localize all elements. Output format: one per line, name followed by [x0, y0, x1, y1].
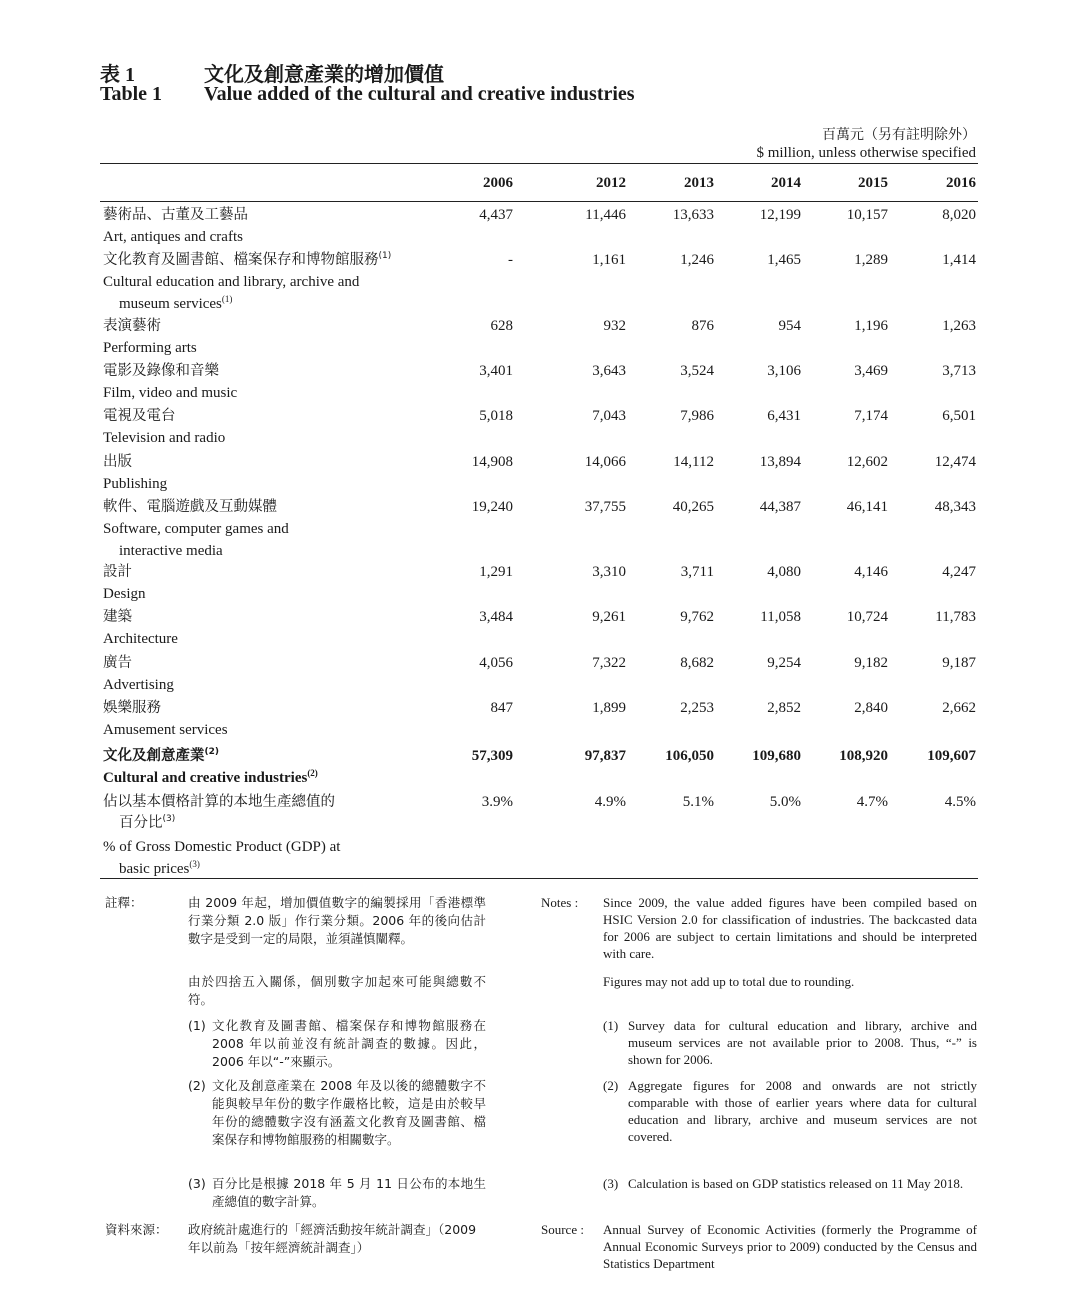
row-label-en: [103, 584, 146, 604]
table-cell: 37,755: [584, 499, 626, 515]
total-label-en: [103, 768, 318, 788]
table-cell: 6,431: [767, 408, 801, 424]
table-cell: 4,247: [942, 564, 976, 580]
row-label-zh-text: 出版: [103, 454, 132, 470]
table-cell: 9,261: [592, 609, 626, 625]
row-label-en-text: Advertising: [103, 677, 174, 693]
footnote-1-en: Survey data for cultural education and library, archive and museum services are not available prior to 2008. Thus, “-” is shown for 2006.: [628, 1018, 977, 1067]
table-cell: 3,310: [592, 564, 626, 580]
table-cell: 7,322: [592, 655, 626, 671]
footnote-2-zh: 文化及創意產業在 2008 年及以後的總體數字不能與較早年份的數字作嚴格比較，這是由於較早年份的總體數字沒有涵蓋文化教育及圖書館、檔案保存和博物館服務的相關數字。: [212, 1078, 486, 1147]
source-label-zh: 資料來源：: [105, 1222, 168, 1237]
table-cell: 9,254: [767, 655, 801, 671]
footnote-ref: (3): [162, 814, 176, 825]
table-cell: 10,157: [846, 207, 888, 223]
table-cell: 11,783: [935, 609, 976, 625]
table-cell: 2,852: [767, 700, 801, 716]
notes-label-zh: 註釋：: [105, 895, 143, 910]
row-label-zh-text: 建築: [103, 609, 132, 625]
row-label-zh-text: 文化教育及圖書館、檔案保存和博物館服務: [103, 252, 379, 268]
table-cell: 847: [490, 700, 513, 716]
table-cell: 44,387: [759, 499, 801, 515]
total-label-en-text: Cultural and creative industries: [103, 770, 308, 786]
row-label-zh: [103, 562, 132, 582]
header-bottom-rule: [100, 201, 978, 202]
year-header-4: 2015: [858, 175, 888, 191]
footnote-1-num-zh: (1): [188, 1018, 206, 1033]
row-label-zh-text: 娛樂服務: [103, 700, 161, 716]
row-label-en-text: Art, antiques and crafts: [103, 229, 243, 245]
row-label-zh-text: 電視及電台: [103, 408, 176, 424]
row-label-en-text: Publishing: [103, 476, 168, 492]
gdp-label-en-line1: % of Gross Domestic Product (GDP) at: [103, 839, 341, 855]
table-cell: 932: [603, 318, 626, 334]
table-cell: 3,401: [479, 363, 513, 379]
row-label-en: [103, 675, 174, 695]
table-cell: 1,291: [479, 564, 513, 580]
total-cell: 57,309: [471, 748, 513, 764]
table-cell: 40,265: [672, 499, 714, 515]
table-cell: 11,058: [760, 609, 801, 625]
note-intro-2-en: Figures may not add up to total due to rounding.: [603, 974, 855, 989]
total-cell: 106,050: [665, 748, 714, 764]
row-label-en: [103, 428, 225, 448]
table-cell: 14,908: [471, 454, 513, 470]
gdp-label-zh-text: 百分比: [119, 815, 163, 831]
table-number-en: Table 1: [100, 83, 163, 105]
table-cell: 1,161: [592, 252, 626, 268]
table-title-en: [100, 83, 635, 106]
row-label-zh-text: 表演藝術: [103, 318, 161, 334]
table-cell: 48,343: [934, 499, 976, 515]
table-cell: 9,182: [854, 655, 888, 671]
table-top-rule: [100, 163, 978, 164]
table-cell: 9,187: [942, 655, 976, 671]
table-cell: 2,840: [854, 700, 888, 716]
source-label-en: Source :: [541, 1222, 584, 1237]
footnote-3-num-zh: (3): [188, 1176, 206, 1191]
table-cell: 4,146: [854, 564, 888, 580]
table-cell: 3,711: [680, 564, 714, 580]
footnote-2-en: Aggregate figures for 2008 and onwards are not strictly comparable with those of earlier years where data for cultural education and library, archive and museum services are not covered.: [628, 1078, 977, 1144]
table-cell: 1,263: [942, 318, 976, 334]
table-cell: 9,762: [680, 609, 714, 625]
row-label-zh-text: 廣告: [103, 655, 132, 671]
footnote-2-num-zh: (2): [188, 1078, 206, 1093]
table-cell: 3,713: [942, 363, 976, 379]
year-header-5: 2016: [946, 175, 976, 191]
row-label-en-text: Software, computer games and: [103, 521, 289, 537]
footnote-1-num-en: (1): [603, 1018, 619, 1033]
row-label-en-text: Television and radio: [103, 430, 226, 446]
table-cell: 6,501: [942, 408, 976, 424]
row-label-zh: [103, 607, 132, 627]
row-label-en: [103, 474, 167, 494]
table-cell: 14,066: [584, 454, 626, 470]
table-cell: 4,437: [479, 207, 513, 223]
table-title-text-en: Value added of the cultural and creative industries: [204, 83, 635, 105]
table-cell: 8,020: [942, 207, 976, 223]
table-cell: 7,043: [592, 408, 626, 424]
gdp-cell: 4.7%: [856, 794, 888, 810]
gdp-label-zh-line2: [119, 813, 175, 833]
footnote-1-zh: 文化教育及圖書館、檔案保存和博物館服務在 2008 年以前並沒有統計調查的數據。因此，2006 年以“-”來顯示。: [212, 1018, 486, 1069]
table-cell: 3,643: [592, 363, 626, 379]
row-label-en: [103, 629, 178, 649]
total-cell: 97,837: [584, 748, 626, 764]
table-cell: 1,465: [767, 252, 801, 268]
table-cell: 876: [691, 318, 714, 334]
footnote-ref: (3): [189, 859, 200, 869]
row-label-en: [119, 294, 232, 314]
table-cell: 46,141: [846, 499, 888, 515]
table-cell: 10,724: [846, 609, 888, 625]
table-cell: 3,106: [767, 363, 801, 379]
source-text-zh: 政府統計處進行的「經濟活動按年統計調查」（2009 年以前為「按年經濟統計調查」）: [188, 1222, 477, 1255]
table-cell: 14,112: [673, 454, 714, 470]
table-cell: 7,174: [854, 408, 888, 424]
gdp-cell: 5.1%: [682, 794, 714, 810]
row-label-en-text: Performing arts: [103, 340, 197, 356]
footnote-ref: (1): [378, 251, 392, 262]
total-cell: 109,680: [752, 748, 801, 764]
note-intro-2-zh: 由於四捨五入關係，個別數字加起來可能與總數不符。: [188, 974, 486, 1007]
table-cell: 7,986: [680, 408, 714, 424]
table-cell: 1,414: [942, 252, 976, 268]
footnote-3-num-en: (3): [603, 1176, 619, 1191]
row-label-en: [103, 227, 243, 247]
table-cell: 11,446: [585, 207, 626, 223]
row-label-zh-text: 藝術品、古董及工藝品: [103, 207, 248, 223]
row-label-zh: [103, 316, 161, 336]
table-cell: 1,289: [854, 252, 888, 268]
row-label-en: [103, 720, 228, 740]
row-label-zh: [103, 497, 277, 517]
table-cell: 1,196: [854, 318, 888, 334]
row-label-en: [103, 383, 237, 403]
row-label-en-text: Film, video and music: [103, 385, 238, 401]
table-cell: 4,056: [479, 655, 513, 671]
table-title-text-zh: 文化及創意產業的增加價值: [204, 64, 444, 86]
row-label-zh-text: 設計: [103, 564, 132, 580]
table-cell: 12,199: [759, 207, 801, 223]
table-cell: 3,484: [479, 609, 513, 625]
year-header-1: 2012: [596, 175, 626, 191]
row-label-zh-text: 電影及錄像和音樂: [103, 363, 219, 379]
table-cell: 1,899: [592, 700, 626, 716]
footnote-3-en: Calculation is based on GDP statistics released on 11 May 2018.: [628, 1176, 964, 1191]
table-cell: -: [508, 252, 513, 268]
note-intro-1-zh: 由 2009 年起，增加價值數字的編製採用「香港標準行業分類 2.0 版」作行業分類。2006 年的後向估計數字是受到一定的局限，並須謹慎闡釋。: [188, 895, 486, 946]
table-cell: 2,253: [680, 700, 714, 716]
row-label-en-text: Cultural education and library, archive and: [103, 274, 360, 290]
table-cell: 954: [778, 318, 801, 334]
table-cell: 12,602: [846, 454, 888, 470]
footnote-ref: (2): [204, 747, 219, 758]
footnote-2-num-en: (2): [603, 1078, 619, 1093]
gdp-label-en-line2: [119, 859, 200, 879]
row-label-en-text: museum services: [119, 296, 222, 312]
unit-zh: 百萬元（另有註明除外）: [822, 127, 976, 143]
unit-en: $ million, unless otherwise specified: [756, 145, 976, 161]
row-label-zh: [103, 653, 132, 673]
table-bottom-rule: [100, 878, 978, 879]
table-cell: 3,469: [854, 363, 888, 379]
row-label-zh: [103, 406, 176, 426]
table-number-zh: 表 1: [100, 64, 135, 86]
total-cell: 109,607: [927, 748, 976, 764]
row-label-zh: [103, 698, 161, 718]
gdp-cell: 5.0%: [769, 794, 801, 810]
row-label-zh: [103, 205, 248, 225]
row-label-en-text: Architecture: [103, 631, 178, 647]
row-label-en: [103, 519, 289, 539]
source-text-en: Annual Survey of Economic Activities (formerly the Programme of Annual Economic Surveys prior to 2009) conducted by the Census and Statistics Department: [603, 1222, 977, 1271]
gdp-label-en-text: basic prices: [119, 861, 190, 877]
year-header-0: 2006: [483, 175, 513, 191]
gdp-cell: 4.9%: [594, 794, 626, 810]
footnote-ref: (2): [307, 768, 318, 778]
table-cell: 2,662: [942, 700, 976, 716]
row-label-zh: [103, 452, 132, 472]
table-cell: 19,240: [471, 499, 513, 515]
row-label-en: [103, 272, 359, 292]
table-cell: 3,524: [680, 363, 714, 379]
gdp-cell: 3.9%: [481, 794, 513, 810]
table-cell: 5,018: [479, 408, 513, 424]
table-cell: 13,633: [672, 207, 714, 223]
row-label-en-text: interactive media: [119, 543, 223, 559]
row-label-zh: [103, 361, 219, 381]
row-label-zh: [103, 250, 391, 270]
table-cell: 1,246: [680, 252, 714, 268]
table-cell: 13,894: [759, 454, 801, 470]
table-cell: 4,080: [767, 564, 801, 580]
footnote-3-zh: 百分比是根據 2018 年 5 月 11 日公布的本地生產總值的數字計算。: [212, 1176, 486, 1209]
row-label-zh-text: 軟件、電腦遊戲及互動媒體: [103, 499, 277, 515]
total-label-zh: [103, 746, 219, 766]
year-header-2: 2013: [684, 175, 714, 191]
total-label-zh-text: 文化及創意產業: [103, 748, 205, 764]
table-cell: 12,474: [934, 454, 976, 470]
table-cell: 8,682: [680, 655, 714, 671]
row-label-en: [119, 541, 223, 561]
table-cell: 628: [490, 318, 513, 334]
notes-label-en: Notes :: [541, 895, 579, 910]
row-label-en: [103, 338, 197, 358]
gdp-label-zh-line1: 佔以基本價格計算的本地生產總值的: [103, 794, 335, 810]
year-header-3: 2014: [771, 175, 801, 191]
footnote-ref: (1): [221, 294, 233, 304]
row-label-en-text: Amusement services: [103, 722, 228, 738]
gdp-cell: 4.5%: [944, 794, 976, 810]
total-cell: 108,920: [839, 748, 888, 764]
note-intro-1-en: Since 2009, the value added figures have been compiled based on HSIC Version 2.0 for classification of industries. The backcasted data for 2006 are subject to certain limitations and should be interpreted with care.: [603, 895, 977, 961]
row-label-en-text: Design: [103, 586, 146, 602]
